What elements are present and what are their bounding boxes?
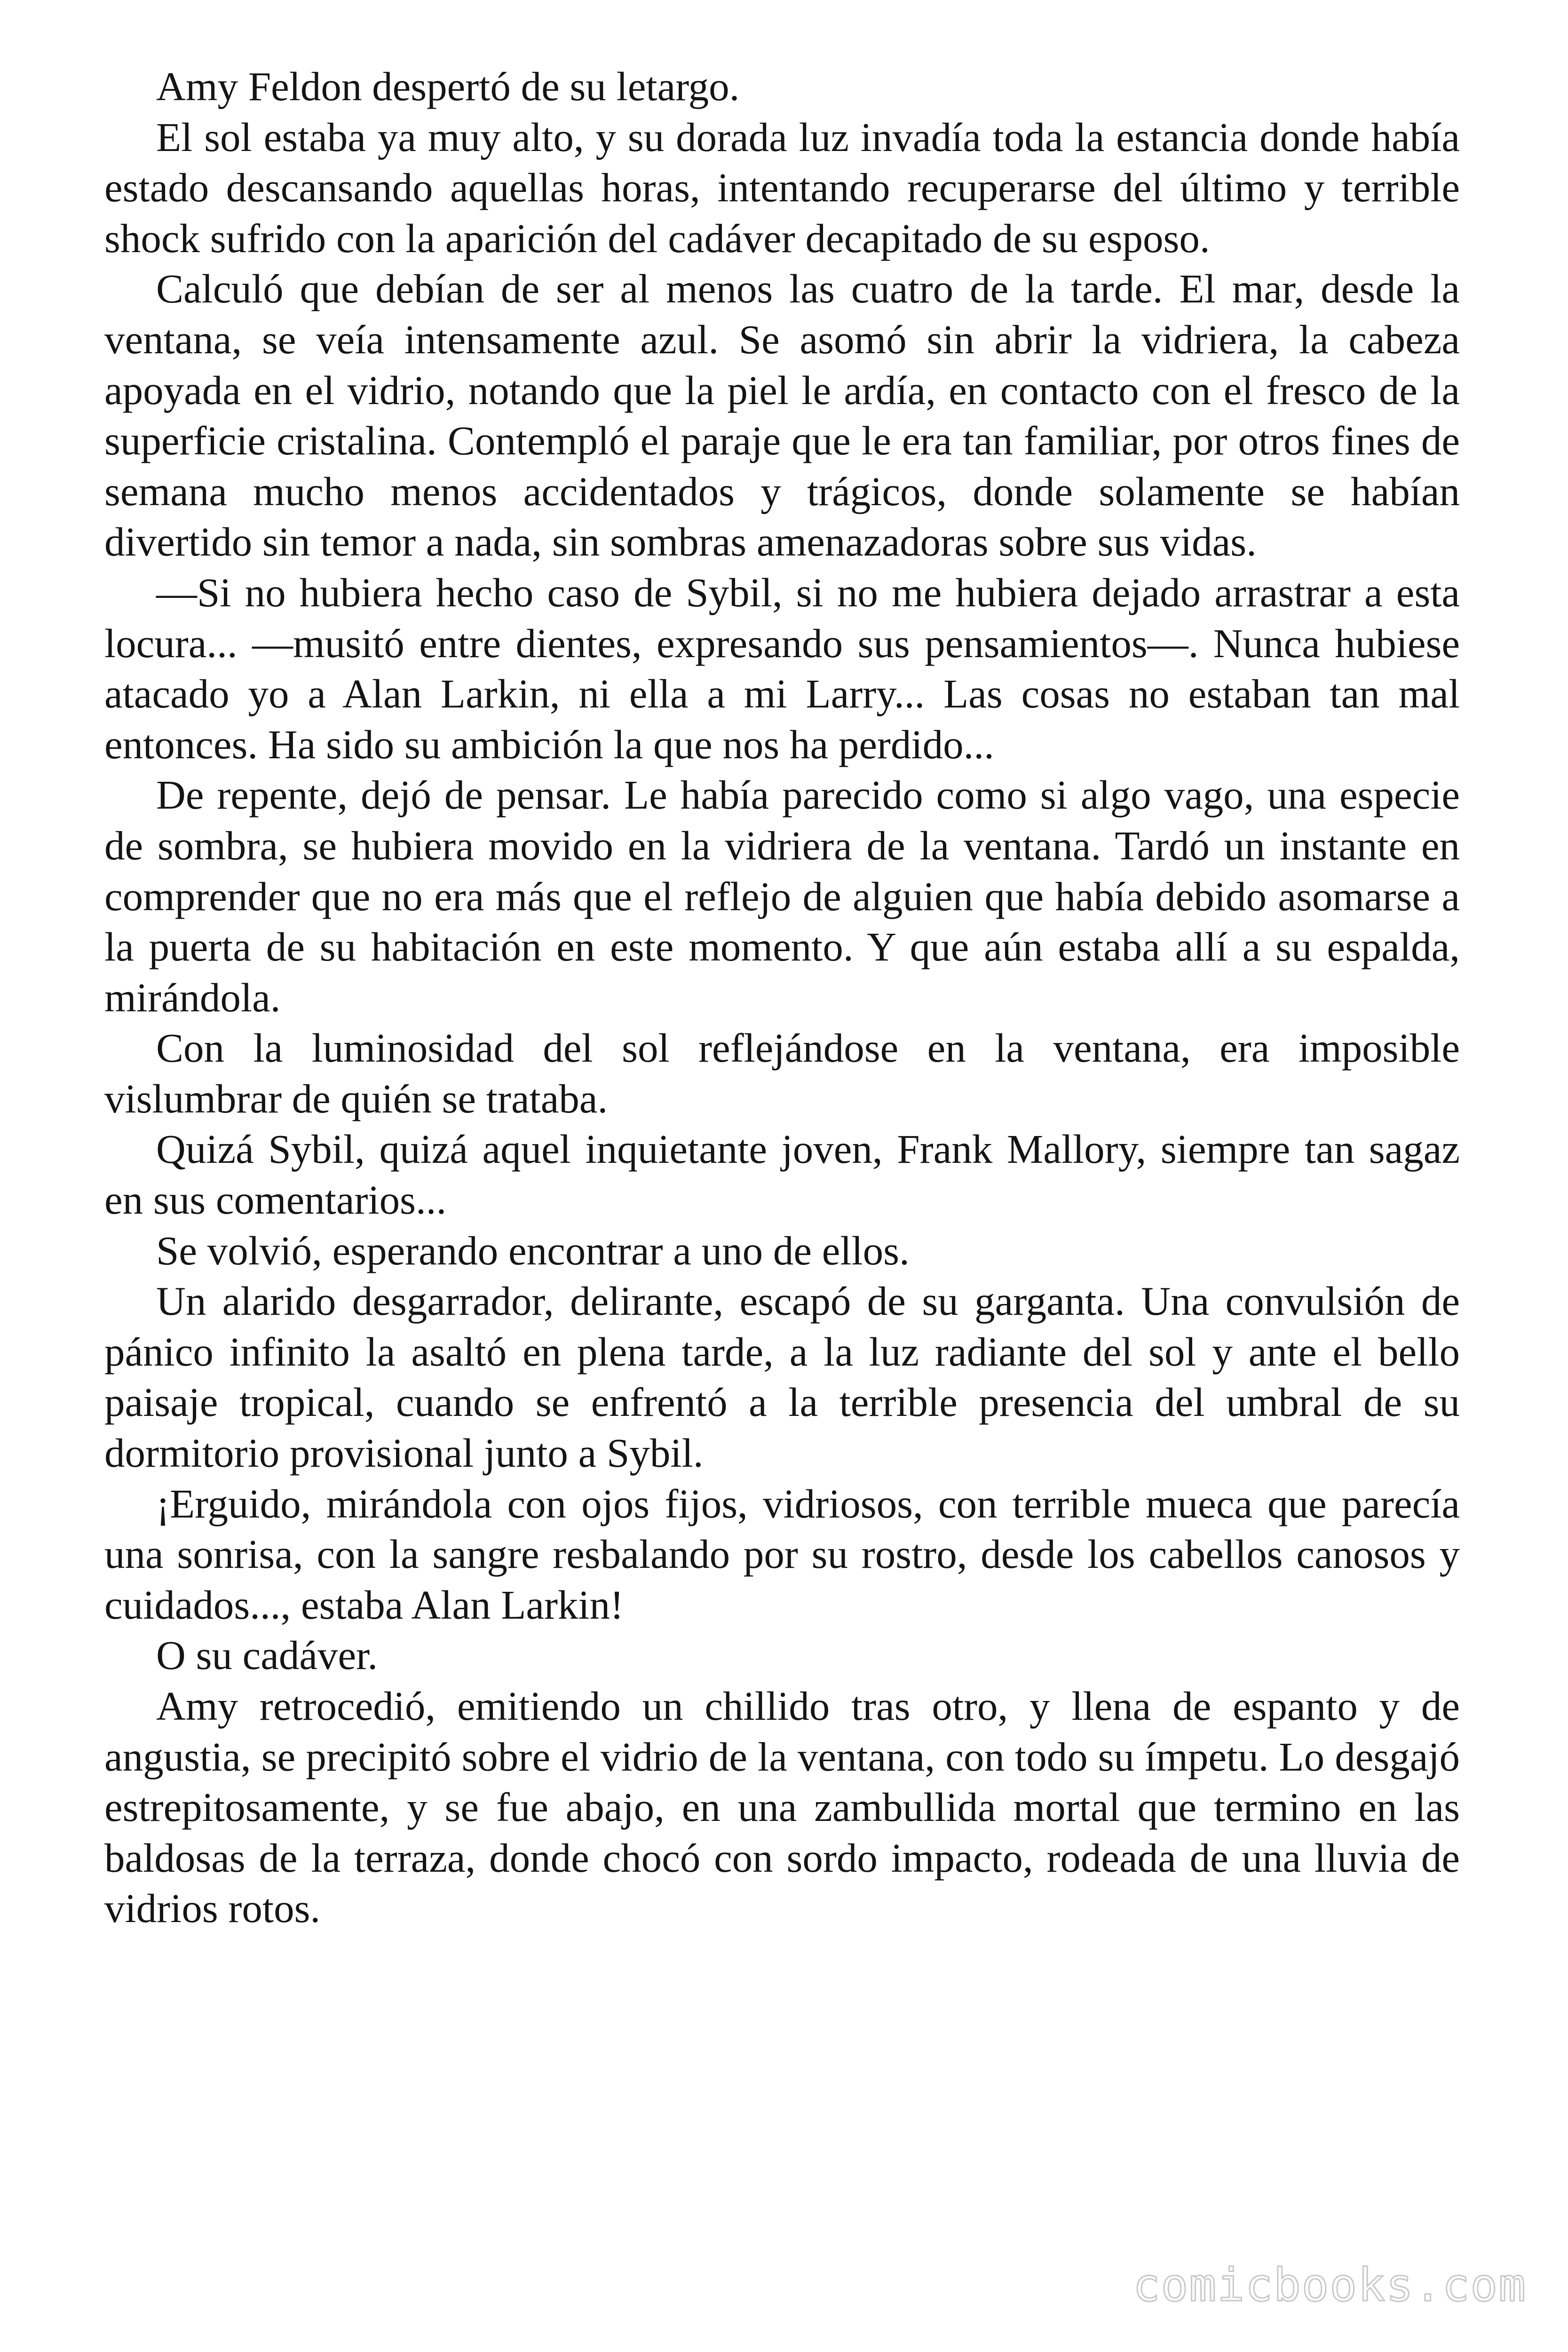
body-text: [104, 61, 1460, 1934]
paragraph-3: Calculó que debían de ser al menos las cuatro de la tarde. El mar, desde la ventana, se veía intensamente azul. Se asomó sin abrir la vidriera, la cabeza apoyada en el vidrio, notando que la piel le ardía, en contacto con el fresco de la superficie cristalina. Contempló el paraje que le era tan familiar, por otros fines de semana mucho menos accidentados y trágicos, donde solamente se habían divertido sin temor a nada, sin sombras amenazadoras sobre sus vidas.: [104, 266, 1460, 565]
watermark: comicbooks.com: [1132, 2259, 1527, 2312]
paragraph-5: De repente, dejó de pensar. Le había parecido como si algo vago, una especie de sombra, se hubiera movido en la vidriera de la ventana. Tardó un instante en comprender que no era más que el reflejo de alguien que había debido asomarse a la puerta de su habitación en este momento. Y que aún estaba allí a su espalda, mirándola.: [104, 772, 1460, 1020]
paragraph-11: O su cadáver.: [156, 1632, 378, 1678]
paragraph-2: El sol estaba ya muy alto, y su dorada luz invadía toda la estancia donde había estado descansando aquellas horas, intentando recuperarse del último y terrible shock sufrido con la aparición del cadáver decapitado de su esposo.: [104, 114, 1460, 261]
paragraph-12: Amy retrocedió, emitiendo un chillido tras otro, y llena de espanto y de angustia, se precipitó sobre el vidrio de la ventana, con todo su ímpetu. Lo desgajó estrepitosamente, y se fue abajo, en una zambullida mortal que termino en las baldosas de la terraza, donde chocó con sordo impacto, rodeada de una lluvia de vidrios rotos.: [104, 1683, 1460, 1931]
paragraph-9: Un alarido desgarrador, delirante, escapó de su garganta. Una convulsión de pánico infinito la asaltó en plena tarde, a la luz radiante del sol y ante el bello paisaje tropical, cuando se enfrentó a la terrible presencia del umbral de su dormitorio provisional junto a Sybil.: [104, 1278, 1460, 1476]
paragraph-1: Amy Feldon despertó de su letargo.: [156, 64, 740, 109]
paragraph-8: Se volvió, esperando encontrar a uno de ellos.: [156, 1227, 910, 1273]
paragraph-6: Con la luminosidad del sol reflejándose en la ventana, era imposible vislumbrar de quién se trataba.: [104, 1025, 1460, 1121]
paragraph-7: Quizá Sybil, quizá aquel inquietante joven, Frank Mallory, siempre tan sagaz en sus comentarios...: [104, 1126, 1460, 1223]
paragraph-4: —Si no hubiera hecho caso de Sybil, si no me hubiera dejado arrastrar a esta locura... —musitó entre dientes, expresando sus pensamientos—. Nunca hubiese atacado yo a Alan Larkin, ni ella a mi Larry... Las cosas no estaban tan mal entonces. Ha sido su ambición la que nos ha perdido...: [104, 569, 1460, 767]
paragraph-10: ¡Erguido, mirándola con ojos fijos, vidriosos, con terrible mueca que parecía una sonrisa, con la sangre resbalando por su rostro, desde los cabellos canosos y cuidados..., estaba Alan Larkin!: [104, 1480, 1460, 1628]
